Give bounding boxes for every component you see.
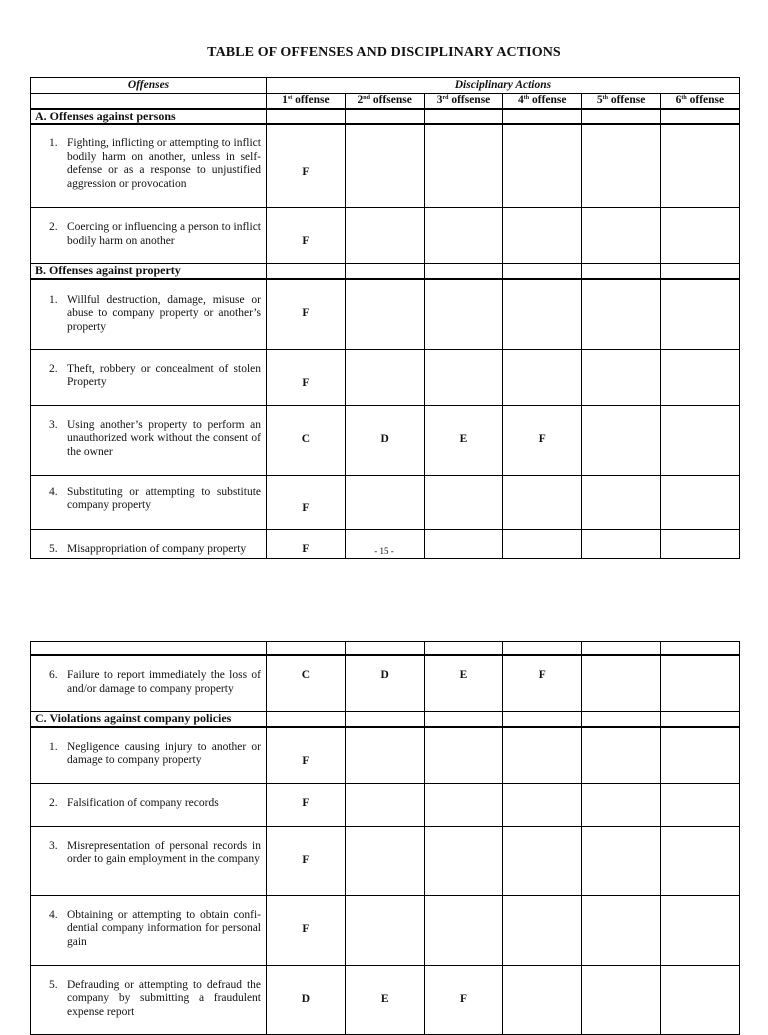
table-row (31, 655, 740, 712)
action-cell-6 (660, 727, 739, 784)
section-label: C. Violations against company policies (31, 712, 267, 727)
item-number: 4. (49, 908, 58, 921)
action-cell-5 (582, 405, 661, 475)
action-cell-1: F (267, 529, 346, 558)
action-cell-4 (503, 124, 582, 208)
section-label: A. Offenses against persons (31, 109, 267, 125)
offense-count-header-row (31, 94, 740, 109)
offense-description-cell (31, 208, 267, 264)
action-cell-4: F (503, 405, 582, 475)
offense-col-header (660, 94, 739, 109)
action-cell-1: C (267, 655, 346, 712)
table-row (31, 783, 740, 826)
table-row (31, 405, 740, 475)
action-cell-4 (503, 727, 582, 784)
offense-col-header (424, 94, 503, 109)
offense-description-cell (31, 655, 267, 712)
action-cell-5 (582, 895, 661, 965)
action-cell-3 (424, 475, 503, 529)
offense-number: 6 (675, 94, 682, 106)
table-row (31, 349, 740, 405)
action-cell-1: F (267, 727, 346, 784)
offense-description: Falsification of company records (67, 796, 219, 809)
action-cell-1: F (267, 783, 346, 826)
action-cell-2: D (345, 405, 424, 475)
action-cell-5 (582, 208, 661, 264)
action-cell-6 (660, 783, 739, 826)
action-cell-2 (345, 124, 424, 208)
ordinal-suffix: nd (363, 95, 370, 101)
action-cell-3 (424, 895, 503, 965)
action-cell-6 (660, 405, 739, 475)
offenses-column-header: Offenses (31, 78, 267, 94)
table-row (31, 895, 740, 965)
offense-description: Obtaining or attempting to obtain confi-dential company information for personal gain (67, 908, 261, 948)
offense-description-cell (31, 124, 267, 208)
action-cell-6 (660, 349, 739, 405)
action-cell-2: D (345, 655, 424, 712)
offense-label: offsense (369, 94, 412, 106)
action-cell-6 (660, 826, 739, 895)
action-cell-6 (660, 655, 739, 712)
ordinal-suffix: th (602, 95, 608, 101)
action-cell-4: F (503, 655, 582, 712)
offense-description-cell (31, 727, 267, 784)
action-cell-1: F (267, 475, 346, 529)
action-cell-5 (582, 727, 661, 784)
ordinal-suffix: st (287, 95, 293, 101)
action-cell-4 (503, 895, 582, 965)
action-cell-2 (345, 826, 424, 895)
action-cell-6 (660, 124, 739, 208)
action-cell-2 (345, 727, 424, 784)
item-number: 1. (49, 740, 58, 753)
offense-description: Failure to report immediately the loss of and/or damage to company property (67, 669, 261, 695)
action-cell-1: F (267, 124, 346, 208)
offense-description: Misappropriation of company property (67, 542, 247, 555)
table-row (31, 475, 740, 529)
item-number: 2. (49, 362, 58, 375)
offense-description: Negligence causing injury to another or damage to company property (67, 740, 261, 767)
item-number: 6. (49, 669, 58, 681)
action-cell-5 (582, 655, 661, 712)
offense-description-cell (31, 405, 267, 475)
item-number: 3. (49, 418, 58, 431)
action-cell-6 (660, 279, 739, 350)
offense-number: 2 (357, 94, 364, 106)
offense-description: Willful destruction, damage, misuse or abuse to company property or another’s property (67, 293, 261, 333)
section-row (31, 109, 740, 125)
offense-label: offense (686, 94, 725, 106)
offense-label: offense (292, 94, 330, 106)
action-cell-1: F (267, 279, 346, 350)
page-title: TABLE OF OFFENSES AND DISCIPLINARY ACTIONS (207, 45, 561, 60)
table-row (31, 124, 740, 208)
table-header-row (31, 78, 740, 94)
action-cell-6 (660, 895, 739, 965)
offense-description-cell (31, 826, 267, 895)
offense-number: 3 (436, 94, 443, 106)
offense-col-header (503, 94, 582, 109)
continued-header-row (31, 642, 740, 656)
offense-description: Misrepresentation of personal records in order to gain employment in the company (67, 839, 261, 866)
action-cell-3 (424, 279, 503, 350)
action-cell-2: E (345, 965, 424, 1034)
item-number: 5. (49, 542, 58, 555)
action-cell-4 (503, 783, 582, 826)
section-row (31, 712, 740, 727)
table-row (31, 826, 740, 895)
disciplinary-actions-header: Disciplinary Actions (267, 78, 740, 94)
action-cell-1: F (267, 895, 346, 965)
action-cell-6 (660, 208, 739, 264)
action-cell-1: C (267, 405, 346, 475)
offense-description: Fighting, inflicting or attempting to inflict bodily harm on another, unless in self-defense or as a response to unjustified aggression or provocation (67, 137, 261, 190)
offense-description-cell (31, 475, 267, 529)
action-cell-4 (503, 475, 582, 529)
action-cell-4 (503, 279, 582, 350)
offense-col-header (345, 94, 424, 109)
action-cell-3 (424, 124, 503, 208)
action-cell-3: F (424, 965, 503, 1034)
action-cell-4 (503, 826, 582, 895)
offense-label: offense (607, 94, 646, 106)
action-cell-5 (582, 279, 661, 350)
ordinal-suffix: th (523, 95, 530, 101)
action-cell-5 (582, 349, 661, 405)
item-number: 4. (49, 485, 58, 498)
offense-number: 5 (596, 94, 603, 106)
action-cell-3 (424, 727, 503, 784)
offense-description-cell (31, 279, 267, 350)
action-cell-1: F (267, 208, 346, 264)
action-cell-4 (503, 349, 582, 405)
item-number: 2. (49, 221, 58, 234)
action-cell-5 (582, 124, 661, 208)
item-number: 5. (49, 978, 58, 991)
offense-label: offsense (448, 94, 491, 106)
action-cell-4 (503, 208, 582, 264)
action-cell-1: F (267, 826, 346, 895)
offense-description-cell (31, 895, 267, 965)
table-row (31, 279, 740, 350)
offense-description-cell (31, 783, 267, 826)
action-cell-2 (345, 349, 424, 405)
action-cell-2 (345, 208, 424, 264)
action-cell-3 (424, 208, 503, 264)
action-cell-3 (424, 783, 503, 826)
item-number: 3. (49, 839, 58, 852)
offense-number: 4 (518, 94, 524, 106)
item-number: 1. (49, 293, 58, 306)
offense-description-cell (31, 349, 267, 405)
offenses-table-continued (30, 641, 740, 1035)
action-cell-1: D (267, 965, 346, 1034)
action-cell-2 (345, 279, 424, 350)
action-cell-2 (345, 475, 424, 529)
header-spacer (31, 94, 267, 109)
offense-label: offense (529, 94, 567, 106)
action-cell-5 (582, 826, 661, 895)
item-number: 1. (49, 137, 58, 150)
page-number: - 15 - (374, 546, 394, 556)
offense-col-header (267, 94, 346, 109)
action-cell-3: E (424, 655, 503, 712)
offenses-table-page-15 (30, 77, 740, 559)
action-cell-1: F (267, 349, 346, 405)
action-cell-3 (424, 349, 503, 405)
ordinal-suffix: rd (442, 95, 449, 101)
section-row (31, 264, 740, 279)
table-row (31, 208, 740, 264)
table-row (31, 727, 740, 784)
action-cell-5 (582, 475, 661, 529)
offense-number: 1 (282, 94, 288, 106)
offense-col-header (582, 94, 661, 109)
item-number: 2. (49, 796, 58, 809)
action-cell-6 (660, 475, 739, 529)
section-label: B. Offenses against property (31, 264, 267, 279)
action-cell-2 (345, 895, 424, 965)
offense-description: Using another’s property to perform an unauthorized work without the consent of the owner (67, 418, 261, 458)
offense-description: Defrauding or attempting to defraud the company by submitting a fraudulent expense report (67, 978, 261, 1018)
offense-description: Coercing or influencing a person to inflict bodily harm on another (67, 221, 261, 247)
offense-description: Theft, robbery or concealment of stolen Property (67, 362, 261, 389)
action-cell-5 (582, 783, 661, 826)
action-cell-3: E (424, 405, 503, 475)
ordinal-suffix: th (681, 95, 687, 101)
action-cell-3 (424, 826, 503, 895)
action-cell-2 (345, 783, 424, 826)
offense-description: Substituting or attempting to substitute company property (67, 485, 261, 512)
